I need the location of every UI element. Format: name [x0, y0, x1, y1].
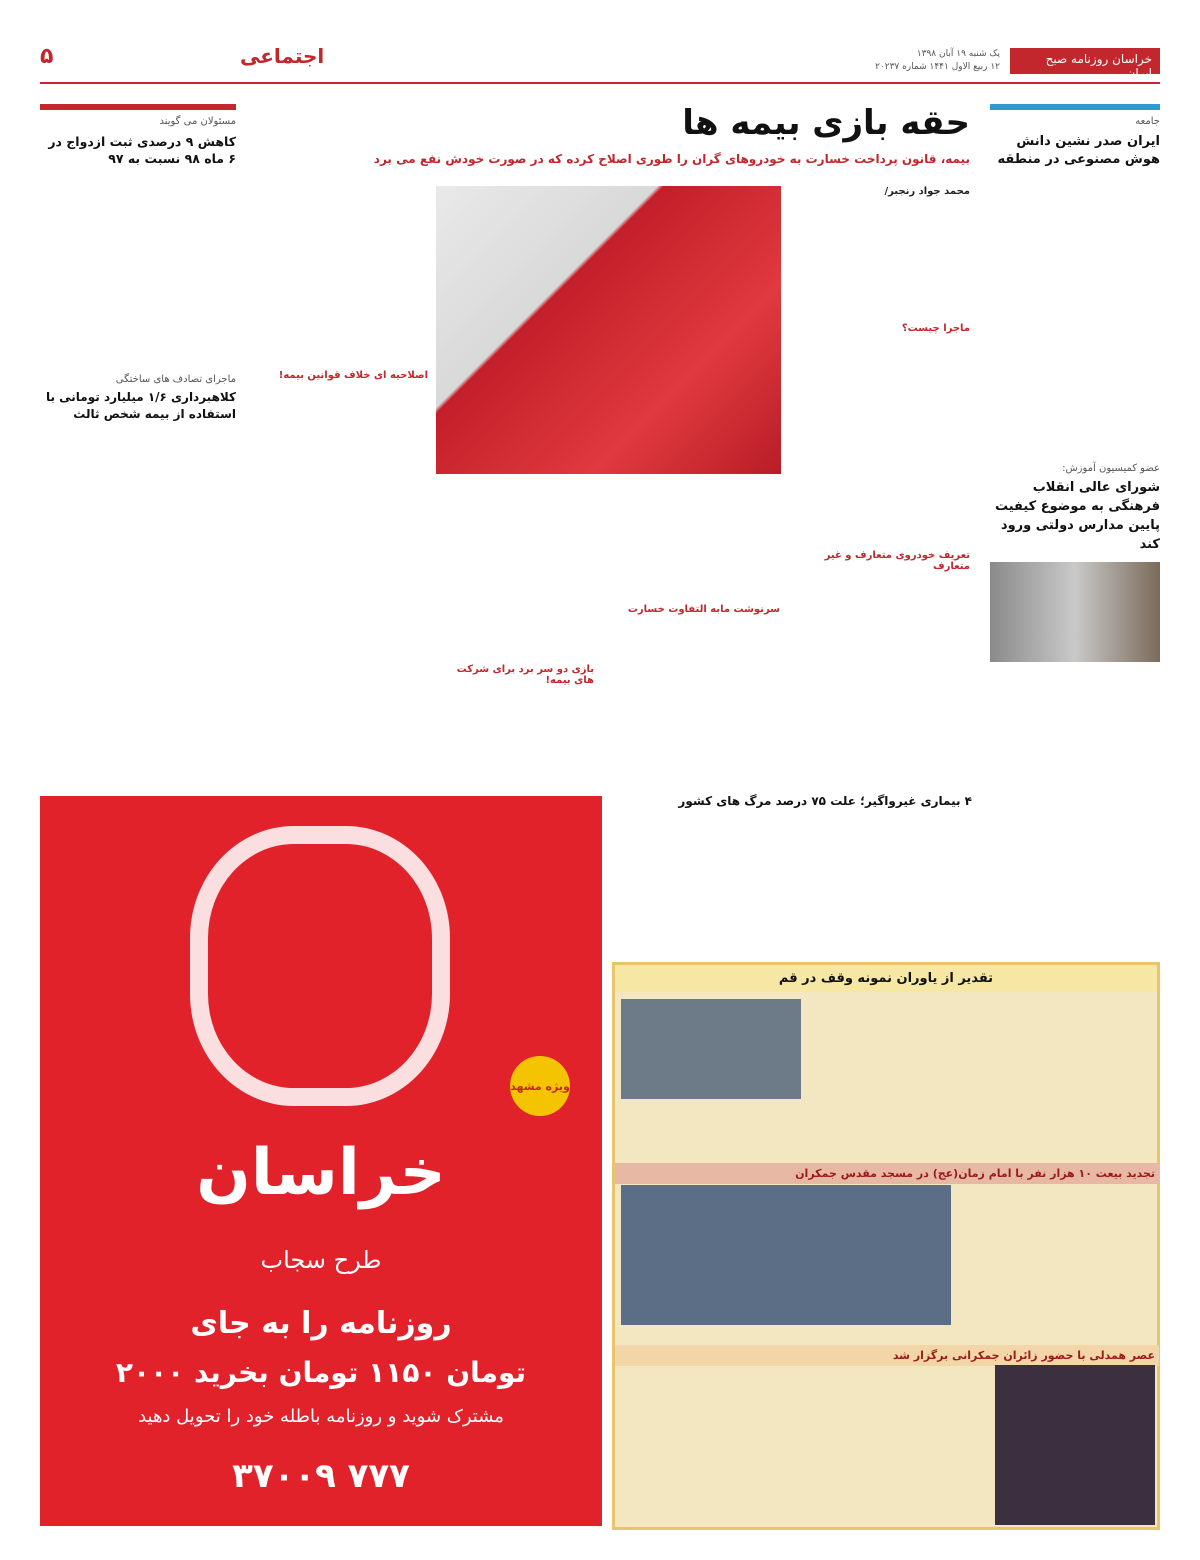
main-article	[250, 98, 970, 166]
left-column	[40, 104, 236, 729]
section-heading: تعریف خودروی متعارف و غیر متعارف	[824, 550, 970, 572]
interview-photo	[990, 562, 1160, 662]
body-text	[612, 814, 972, 944]
right-column	[990, 104, 1160, 920]
body-text	[790, 572, 970, 792]
body-text	[600, 480, 780, 600]
kicker-2: ماجرای تصادف های ساختگی	[115, 374, 236, 385]
body-text	[600, 615, 780, 755]
story-headline: ۴ بیماری غیرواگیر؛ علت ۷۵ درصد مرگ های کشور	[678, 794, 972, 808]
page-number: ۵	[40, 44, 54, 69]
recycle-icon	[190, 826, 450, 1106]
ad-title-3: عصر همدلی با حضور زائران جمکرانی برگزار شد	[615, 1345, 1159, 1366]
ad-photo	[621, 999, 801, 1099]
section-heading: ماجرا چیست؟	[901, 323, 970, 334]
section-heading: اصلاحیه ای خلاف قوانین بیمه!	[278, 370, 428, 381]
article-col-4	[250, 186, 428, 751]
body-text	[436, 686, 594, 776]
ad-plan: طرح سجاب	[260, 1246, 382, 1274]
column-bar	[990, 104, 1160, 110]
body-text	[40, 173, 236, 368]
body-text	[40, 429, 236, 729]
ad-logo: خراسان	[196, 1136, 446, 1210]
page-header	[40, 40, 1160, 84]
khorasan-ad	[40, 796, 602, 1526]
ad-title-2: تجدید بیعت ۱۰ هزار نفر با امام زمان(عج) در مسجد مقدس جمکران	[615, 1163, 1159, 1184]
ad-photo-3	[995, 1365, 1155, 1525]
article-subtitle: بیمه، قانون پرداخت خسارت به خودروهای گران را طوری اصلاح کرده که در صورت خودش نفع می برد	[373, 152, 970, 166]
headline-2: کلاهبرداری ۱/۶ میلیارد تومانی با استفاده از بیمه شخص ثالث	[45, 390, 236, 421]
kicker: مسئولان می گویند	[159, 116, 236, 127]
body-text	[790, 197, 970, 317]
bottom-story	[612, 794, 972, 944]
ad-line-1: روزنامه را به جای	[190, 1306, 452, 1341]
section-name: اجتماعی	[240, 44, 325, 68]
headline-2: شورای عالی انقلاب فرهنگی به موضوع کیفیت پایین مدارس دولتی ورود کند	[994, 480, 1160, 552]
column-bar	[40, 104, 236, 110]
body-text	[250, 186, 428, 366]
article-col-2	[600, 480, 780, 755]
article-col-1	[790, 186, 970, 792]
article-title: حقه بازی بیمه ها	[682, 103, 970, 143]
article-col-3	[436, 480, 594, 776]
body-text	[990, 177, 1160, 457]
ad-photo-2	[621, 1185, 951, 1325]
newspaper-brand: خراسان روزنامه صبح ایران	[1010, 48, 1160, 74]
ad-line-3: مشترک شوید و روزنامه باطله خود را تحویل دهید	[138, 1406, 504, 1427]
body-text	[250, 381, 428, 751]
headline: کاهش ۹ درصدی ثبت ازدواج در ۶ ماه ۹۸ نسبت به ۹۷	[48, 134, 236, 166]
body-text	[790, 334, 970, 544]
section-heading: سرنوشت مابه التفاوت خسارت	[627, 604, 780, 615]
body-text-2	[990, 670, 1160, 920]
byline: محمد جواد رنجبر/	[884, 186, 970, 197]
waqf-ad	[612, 962, 1160, 1530]
badge: ویژه مشهد	[510, 1056, 570, 1116]
issue-date: یک شنبه ۱۹ آبان ۱۳۹۸ ۱۲ ربیع الاول ۱۴۴۱ شماره ۲۰۲۳۷	[875, 49, 1000, 72]
kicker: جامعه	[1135, 116, 1160, 127]
ad-phone: ۳۷۰۰۹ ۷۷۷	[232, 1456, 410, 1496]
car-accident-photo	[436, 186, 781, 474]
ad-title: تقدیر از یاوران نمونه وقف در قم	[615, 965, 1157, 992]
headline: ایران صدر نشین دانش هوش مصنوعی در منطقه	[997, 134, 1160, 167]
body-text	[436, 480, 594, 660]
kicker-2: عضو کمیسیون آموزش:	[1062, 463, 1160, 474]
section-heading: بازی دو سر برد برای شرکت های بیمه!	[456, 664, 594, 686]
ad-line-2: ۲۰۰۰ تومان ۱۱۵۰ تومان بخرید	[115, 1356, 527, 1389]
